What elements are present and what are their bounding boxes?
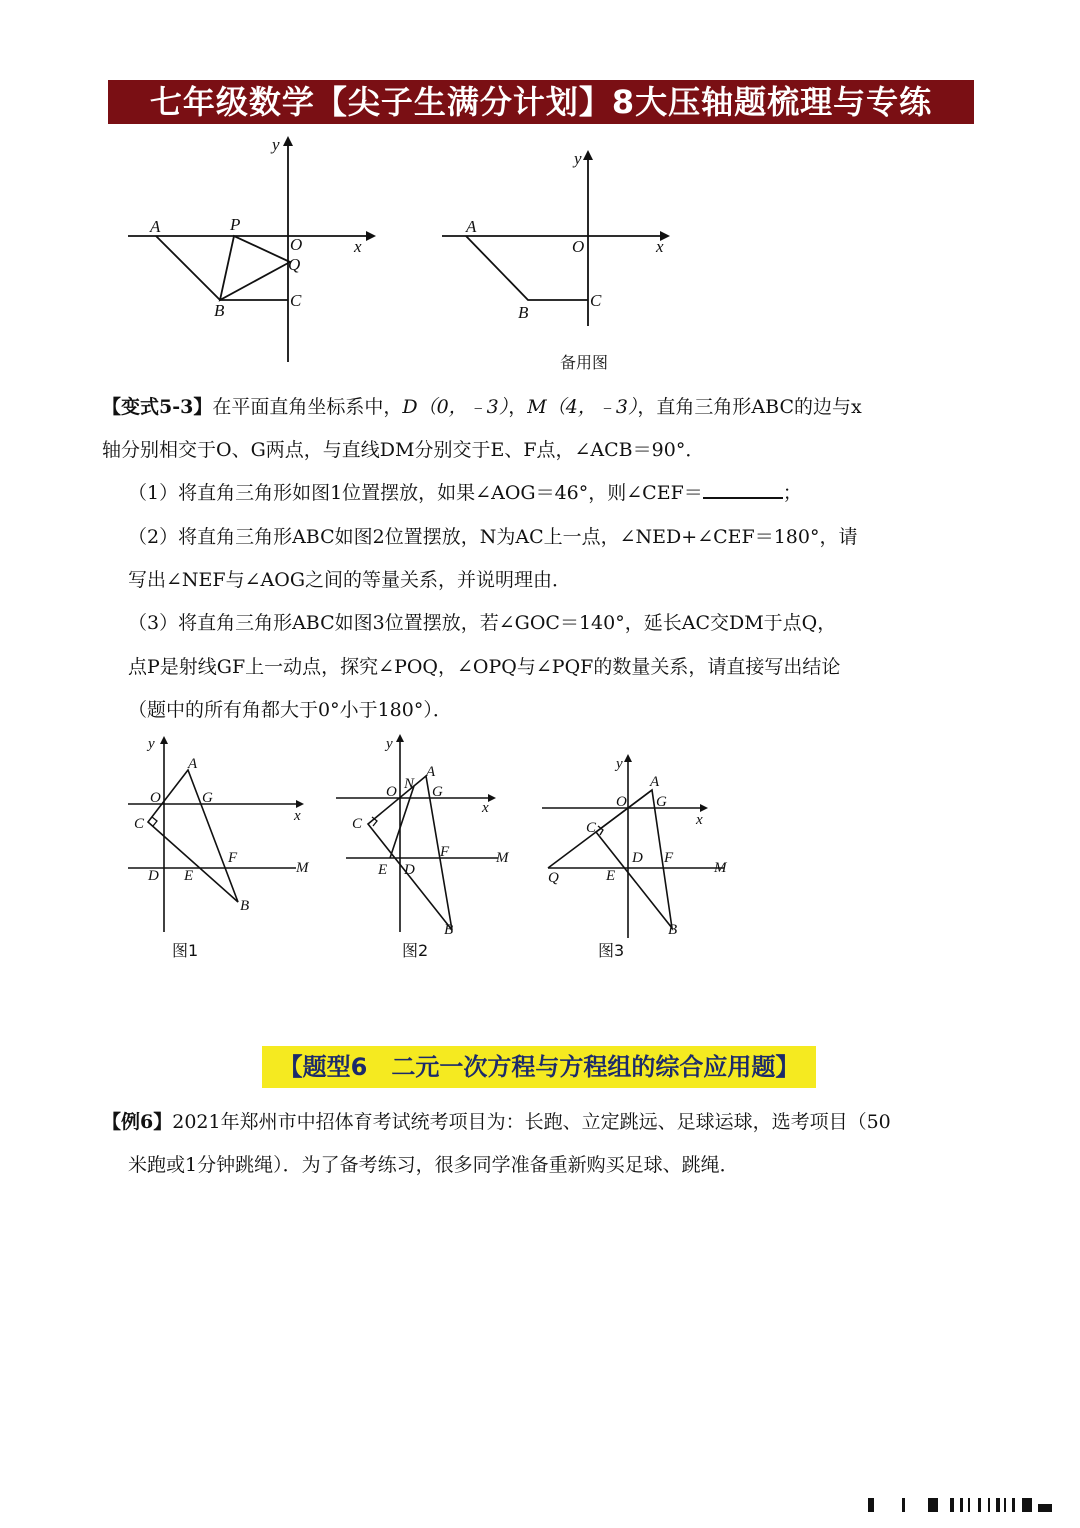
label-C: C (590, 291, 602, 310)
label-B: B (518, 303, 529, 322)
question-3-line2: 点P是射线GF上一动点，探究∠POQ，∠OPQ与∠PQF的数量关系，请直接写出结论 (128, 656, 841, 678)
label-O: O (616, 794, 627, 810)
label-G: G (202, 790, 213, 806)
example-6-line2: 米跑或1分钟跳绳）．为了备考练习，很多同学准备重新购买足球、跳绳． (128, 1154, 739, 1176)
question-3-line3: （题中的所有角都大于0°小于180°）． (128, 699, 452, 721)
label-Q: Q (548, 870, 559, 886)
question-2-line2: 写出∠NEF与∠AOG之间的等量关系，并说明理由． (128, 569, 571, 591)
label-O: O (386, 784, 397, 800)
figure-3-caption: 图3 (598, 941, 625, 960)
label-G: G (432, 784, 443, 800)
variant-intro: 【变式5-3】在平面直角坐标系中，D（0，﹣3），M（4，﹣3），直角三角形ABC的边与x (102, 396, 862, 418)
label-M: M (496, 850, 509, 866)
question-2-line1: （2）将直角三角形ABC如图2位置摆放，N为AC上一点，∠NED+∠CEF＝180°，请 (128, 526, 858, 548)
label-F: F (440, 844, 450, 860)
label-x: x (656, 237, 664, 256)
figure-1 (120, 732, 320, 942)
label-G: G (656, 794, 667, 810)
label-y: y (616, 756, 623, 772)
label-M: M (296, 860, 309, 876)
label-B: B (240, 898, 250, 914)
label-B: B (214, 301, 225, 320)
label-O: O (150, 790, 161, 806)
spare-figure-caption: 备用图 (560, 353, 609, 372)
figure-2 (330, 732, 520, 942)
top-left-figure (118, 132, 378, 372)
label-D: D (148, 868, 159, 884)
label-A: A (426, 764, 436, 780)
label-C: C (352, 816, 363, 832)
label-P: P (230, 215, 241, 234)
page-title-banner: 七年级数学【尖子生满分计划】8大压轴题梳理与专练 (108, 80, 974, 124)
label-x: x (294, 808, 301, 824)
label-F: F (664, 850, 674, 866)
label-O: O (572, 237, 585, 256)
footer-toolbar-icons (862, 1496, 1058, 1514)
top-right-figure (432, 146, 682, 376)
label-A: A (150, 217, 161, 236)
label-B: B (668, 922, 678, 938)
example-6-line1: 【例6】2021年郑州市中招体育考试统考项目为：长跑、立定跳远、足球运球，选考项目（50 (102, 1111, 891, 1133)
label-M: M (714, 860, 727, 876)
label-E: E (184, 868, 194, 884)
label-x: x (696, 812, 703, 828)
question-3-line1: （3）将直角三角形ABC如图3位置摆放，若∠GOC＝140°，延长AC交DM于点Q， (128, 612, 837, 634)
label-C: C (134, 816, 145, 832)
label-x: x (354, 237, 362, 256)
label-A: A (650, 774, 660, 790)
figure-1-caption: 图1 (172, 941, 199, 960)
label-Q: Q (288, 255, 301, 274)
figure-3 (534, 752, 734, 942)
label-y: y (272, 135, 280, 154)
label-C: C (586, 820, 597, 836)
answer-blank (703, 479, 783, 499)
label-y: y (148, 736, 155, 752)
label-B: B (444, 922, 454, 938)
label-C: C (290, 291, 302, 310)
label-N: N (404, 776, 415, 792)
label-x: x (482, 800, 489, 816)
question-1: （1）将直角三角形如图1位置摆放，如果∠AOG＝46°，则∠CEF＝ ； (128, 472, 982, 515)
label-A: A (466, 217, 477, 236)
label-F: F (228, 850, 238, 866)
label-E: E (606, 868, 616, 884)
label-O: O (290, 235, 303, 254)
label-D: D (632, 850, 643, 866)
figure-2-caption: 图2 (402, 941, 429, 960)
variant-tag: 【变式5-3】 (102, 396, 213, 418)
label-E: E (378, 862, 388, 878)
label-D: D (404, 862, 415, 878)
label-A: A (188, 756, 198, 772)
section-title: 【题型6 二元一次方程与方程组的综合应用题】 (262, 1046, 816, 1088)
example-tag: 【例6】 (102, 1111, 173, 1133)
label-y: y (386, 736, 393, 752)
variant-intro-cont: 轴分别相交于O、G两点，与直线DM分别交于E、F点，∠ACB＝90°． (102, 439, 705, 461)
label-y: y (574, 149, 582, 168)
